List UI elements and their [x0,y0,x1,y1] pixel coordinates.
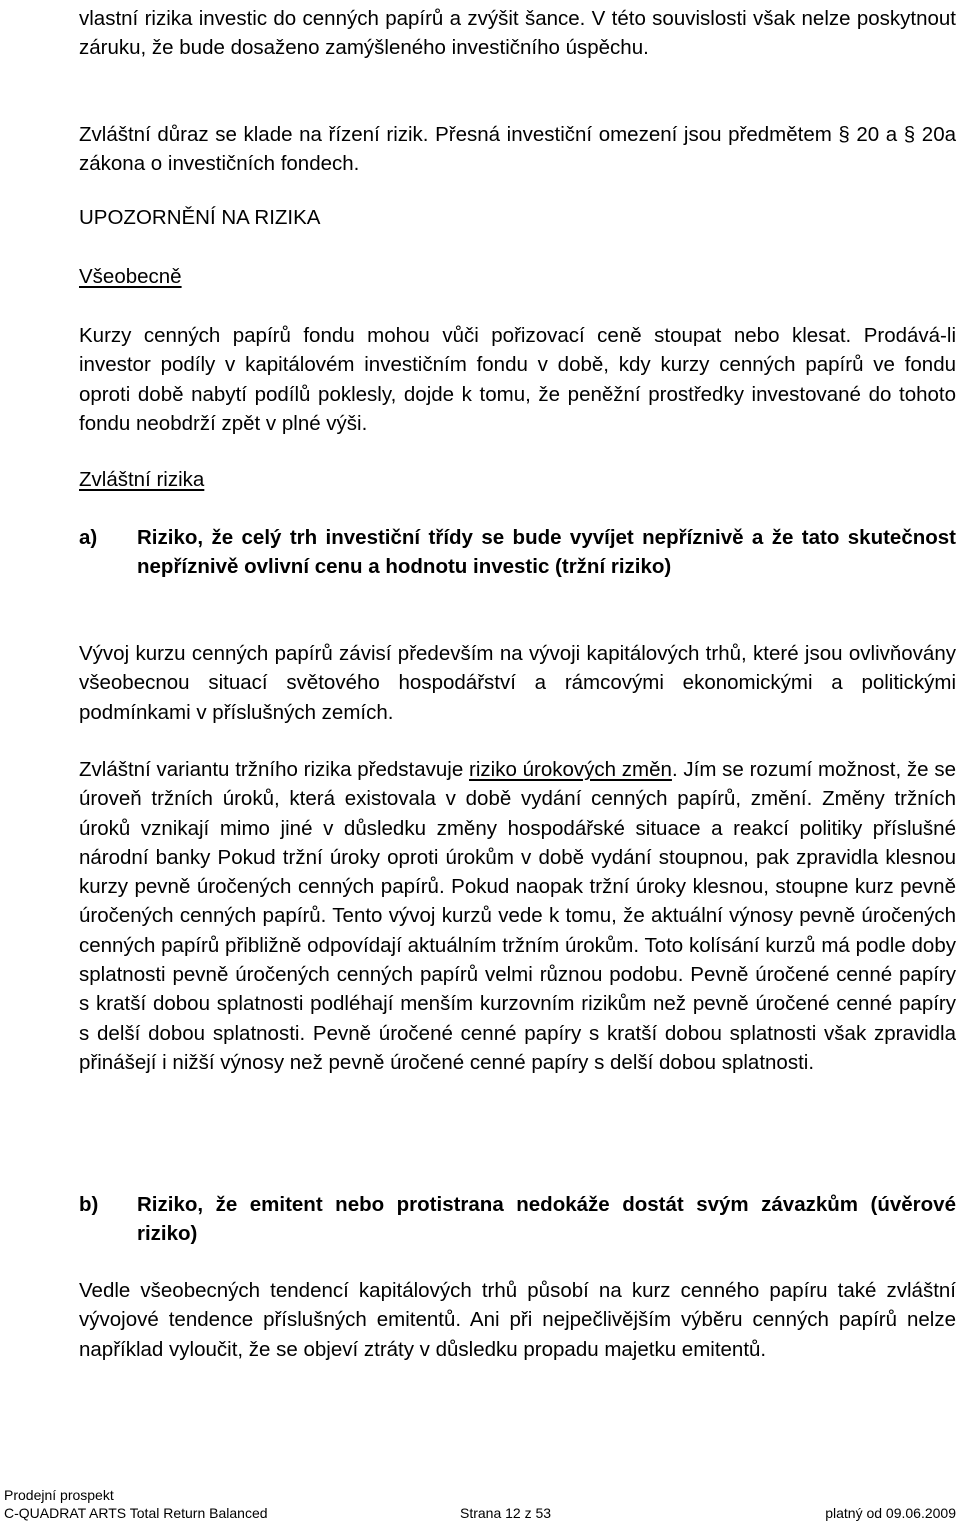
heading-special-risks [79,465,956,494]
heading-general [79,262,956,291]
interest-rate-risk-term: riziko úrokových změn [469,758,672,781]
paragraph-intro: vlastní rizika investic do cenných papírů a zvýšit šance. V této souvislosti však nelze poskytnout záruku, že bude dosaženo zamýšleného investičního úspěchu. [79,7,956,60]
interest-text-after: . Jím se rozumí možnost, že se úroveň tržních úroků, která existovala v době vydání cenných papírů, změní. Změny tržních úroků vznikají mimo jiné v důsledku změny hospodářské situace a reakcí politiky příslušné národní banky Pokud tržní úroky oproti úrokům v době vydání stoupnou, pak zpravidla klesnou kurzy pevně úročených cenných papírů. Pokud naopak tržní úroky klesnou, stoupne kurz pevně úročených cenných papírů. Tento vývoj kurzů vede k tomu, že aktuální výnosy pevně úročených cenných papírů přibližně odpovídají aktuálním tržním úrokům. Toto kolísání kurzů má podle doby splatnosti pevně úročených cenných papírů velmi různou podobu. Pevně úročené cenné papíry s kratší dobou splatnosti podléhají menším kurzovním rizikům než pevně úročené cenné papíry s delší dobou splatnosti. Pevně úročené cenné papíry s kratší dobou splatnosti však zpravidla přinášejí i nižší výnosy než pevně úročené cenné papíry s delší dobou splatnosti. [79,758,957,1074]
heading-special-risks-text: Zvláštní rizika [79,468,205,491]
paragraph-risk-management: Zvláštní důraz se klade na řízení rizik. Přesná investiční omezení jsou předmětem § 20 a § 20a zákona o investičních fondech. [79,123,956,176]
heading-risk-warnings: UPOZORNĚNÍ NA RIZIKA [79,206,321,229]
paragraph-market-risk: Vývoj kurzu cenných papírů závisí především na vývoji kapitálových trhů, které jsou ovlivňovány všeobecnou situací světového hospodářství a rámcovými ekonomickými a politickými podmínkami v příslušných zemích. [79,642,956,724]
footer-page-number: Strana 12 z 53 [460,1505,552,1521]
interest-text-before: Zvláštní variantu tržního rizika představuje [79,758,470,781]
paragraph-general: Kurzy cenných papírů fondu mohou vůči pořizovací ceně stoupat nebo klesat. Prodává-li investor podíly v kapitálovém investičním fondu v době, kdy kurzy cenných papírů ve fondu oproti době nabytí podílů poklesly, dojde k tomu, že peněžní prostředky investované do tohoto fondu neobdrží zpět v plné výši. [79,324,956,435]
footer-row-1 [4,1487,956,1504]
footer-fund-name: C-QUADRAT ARTS Total Return Balanced [4,1505,268,1521]
item-b-label: b) [79,1193,99,1216]
footer-valid-from: platný od 09.06.2009 [825,1505,956,1521]
footer-doc-type: Prodejní prospekt [4,1487,114,1503]
item-a-label: a) [79,526,98,549]
paragraph-interest-rate-risk [79,755,956,1077]
item-a-text: Riziko, že celý trh investiční třídy se bude vyvíjet nepříznivě a že tato skutečnost nepříznivě ovlivní cenu a hodnotu investic (tržní riziko) [137,526,956,579]
footer-row-2 [4,1505,956,1522]
item-b-text: Riziko, že emitent nebo protistrana nedokáže dostát svým závazkům (úvěrové riziko) [137,1193,956,1246]
paragraph-credit-risk: Vedle všeobecných tendencí kapitálových trhů působí na kurz cenného papíru také zvláštní vývojové tendence příslušných emitentů. Ani při nejpečlivějším výběru cenných papírů nelze například vyloučit, že se objeví ztráty v důsledku propadu majetku emitentů. [79,1279,956,1361]
heading-general-text: Všeobecně [79,265,182,288]
